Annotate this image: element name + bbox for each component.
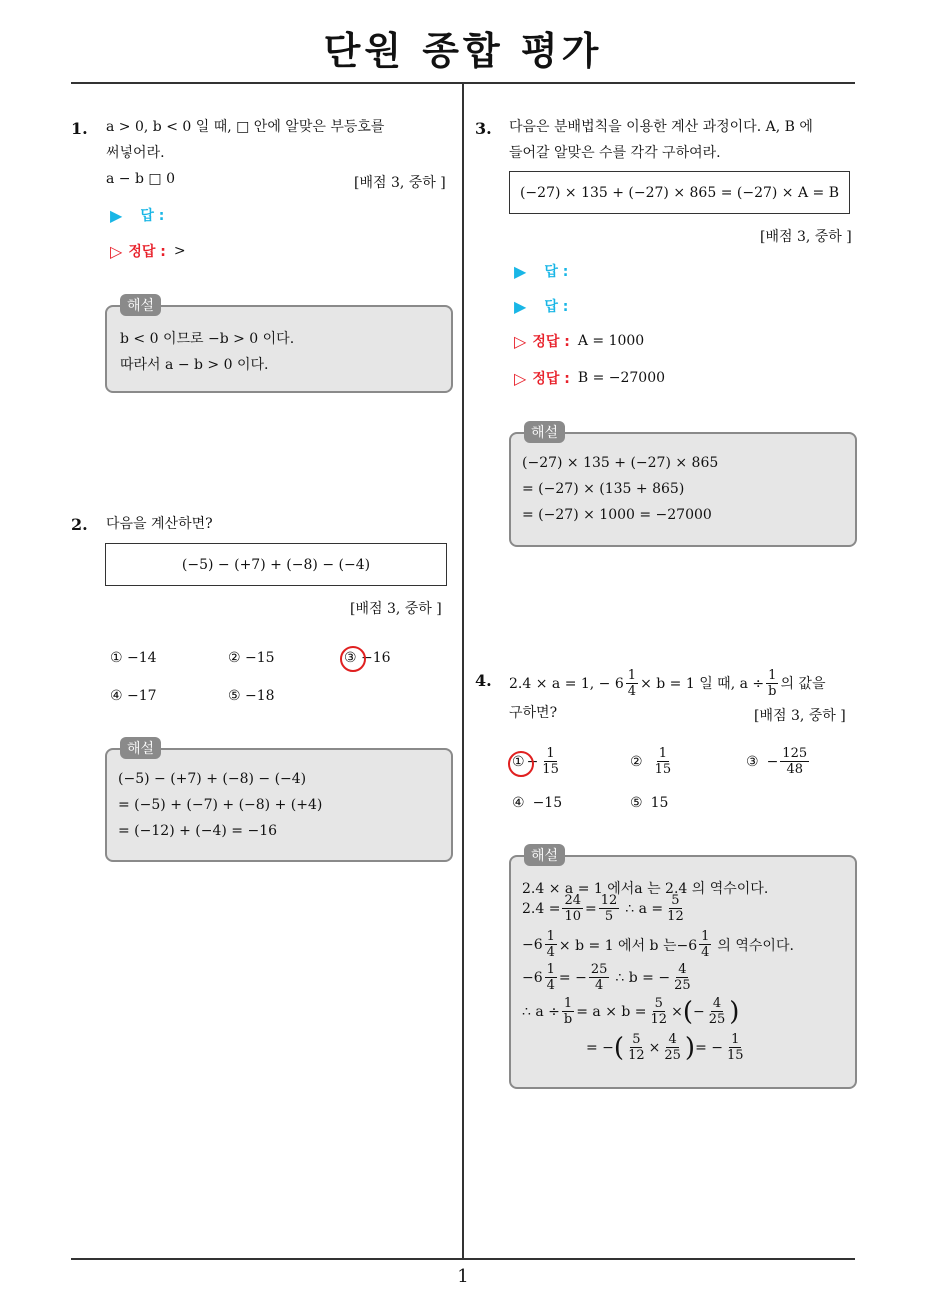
choice-4[interactable]: ④ −15 <box>512 795 563 811</box>
explanation-tab: 해설 <box>120 294 161 316</box>
play-icon: ▶ <box>514 261 527 281</box>
question-number: 1. <box>71 119 88 138</box>
explanation-tab: 해설 <box>120 737 161 759</box>
score-label: [배점 3, 중하 ] <box>754 708 846 724</box>
explanation-line: −6 $\frac{1}{4}$ = − $\frac{25}{4}$ ∴ b = − $\frac{4}{25}$ <box>522 962 691 993</box>
fraction: $\frac{1}{4}$ <box>627 668 637 699</box>
explanation-line: (−5) − (+7) + (−8) − (−4) <box>118 771 307 787</box>
score-label: [배점 3, 중하 ] <box>354 175 446 191</box>
answer-row-b <box>514 296 568 316</box>
question-expression: a − b □ 0 <box>106 171 175 187</box>
choice-4[interactable]: ④ −17 <box>110 688 157 704</box>
play-icon: ▶ <box>514 296 527 316</box>
question-text-line1: a > 0, b < 0 일 때, □ 안에 알맞은 부등호를 <box>106 119 385 135</box>
question-text-line2: 들어갈 알맞은 수를 각각 구하여라. <box>509 145 721 161</box>
correct-answer-row-b <box>514 368 665 388</box>
choice-3[interactable]: ③ − $\frac{125}{48}$ <box>746 746 808 777</box>
explanation-line: b < 0 이므로 −b > 0 이다. <box>120 331 295 347</box>
explanation-line: = (−5) + (−7) + (−8) + (+4) <box>118 797 323 813</box>
explanation-line: 2.4 = $\frac{24}{10}$ = $\frac{12}{5}$ ∴ a = $\frac{5}{12}$ <box>522 893 684 924</box>
page-number: 1 <box>457 1266 469 1287</box>
selected-answer-circle-icon <box>340 646 366 672</box>
correct-value: > <box>173 243 186 259</box>
correct-label: 정답 : <box>532 334 570 350</box>
answer-row <box>110 205 164 225</box>
explanation-line: 2.4 × a = 1 에서a 는 2.4 의 역수이다. <box>522 881 769 897</box>
answer-label: 답 : <box>140 208 165 224</box>
question-text: 다음을 계산하면? <box>106 516 213 532</box>
correct-label: 정답 : <box>532 371 570 387</box>
explanation-line: = − ( $\frac{5}{12}$ × $\frac{4}{25}$ ) = − $\frac{1}{15}$ <box>586 1032 744 1063</box>
fraction: $\frac{1}{b}$ <box>768 668 777 699</box>
choice-1[interactable]: ① − $\frac{1}{15}$ <box>512 746 559 777</box>
answer-row-a <box>514 261 568 281</box>
explanation-line: 따라서 a − b > 0 이다. <box>120 357 269 373</box>
explanation-box <box>105 305 453 393</box>
question-number: 2. <box>71 515 88 534</box>
choice-5[interactable]: ⑤ −18 <box>228 688 275 704</box>
column-divider <box>462 84 464 1258</box>
question-text-line2: 써넣어라. <box>106 145 165 161</box>
selected-answer-circle-icon <box>508 751 534 777</box>
question-text-line2: 구하면? <box>509 705 558 721</box>
explanation-line: = (−27) × (135 + 865) <box>522 481 685 497</box>
correct-answer-row <box>110 241 186 261</box>
explanation-line: (−27) × 135 + (−27) × 865 <box>522 455 719 471</box>
correct-label: 정답 : <box>128 244 166 260</box>
formula-box: (−5) − (+7) + (−8) − (−4) <box>105 543 447 586</box>
triangle-outline-icon: ▷ <box>514 331 527 351</box>
correct-value: B = −27000 <box>577 370 666 386</box>
explanation-line: −6 $\frac{1}{4}$ × b = 1 에서 b 는−6 $\frac{1}{4}$ 의 역수이다. <box>522 929 794 960</box>
bottom-rule <box>71 1258 855 1260</box>
explanation-tab: 해설 <box>524 844 565 866</box>
correct-value: A = 1000 <box>577 333 645 349</box>
explanation-line: = (−27) × 1000 = −27000 <box>522 507 712 523</box>
choice-2[interactable]: ② $\frac{1}{15}$ <box>630 746 672 777</box>
question-statement: 2.4 × a = 1, − 6 $\frac{1}{4}$ × b = 1 일 때, a ÷ $\frac{1}{b}$ 의 값을 <box>509 668 826 699</box>
explanation-line: ∴ a ÷ $\frac{1}{b}$ = a × b = $\frac{5}{12}$ × ( − $\frac{4}{25}$ ) <box>522 996 740 1027</box>
choice-1[interactable]: ① −14 <box>110 650 157 666</box>
score-label: [배점 3, 중하 ] <box>350 601 442 617</box>
play-icon: ▶ <box>110 205 123 225</box>
formula-box: (−27) × 135 + (−27) × 865 = (−27) × A = B <box>509 171 850 214</box>
triangle-outline-icon: ▷ <box>110 241 123 261</box>
choice-3[interactable]: ③ −16 <box>344 650 391 666</box>
choice-2[interactable]: ② −15 <box>228 650 275 666</box>
question-text-line1: 다음은 분배법칙을 이용한 계산 과정이다. A, B 에 <box>509 119 813 135</box>
correct-answer-row-a <box>514 331 644 351</box>
explanation-tab: 해설 <box>524 421 565 443</box>
answer-label: 답 : <box>544 299 569 315</box>
answer-label: 답 : <box>544 264 569 280</box>
explanation-line: = (−12) + (−4) = −16 <box>118 823 278 839</box>
page-title: 단원 종합 평가 <box>323 29 603 73</box>
score-label: [배점 3, 중하 ] <box>760 229 852 245</box>
triangle-outline-icon: ▷ <box>514 368 527 388</box>
question-number: 4. <box>475 671 492 690</box>
question-number: 3. <box>475 119 492 138</box>
choice-5[interactable]: ⑤ 15 <box>630 795 669 811</box>
